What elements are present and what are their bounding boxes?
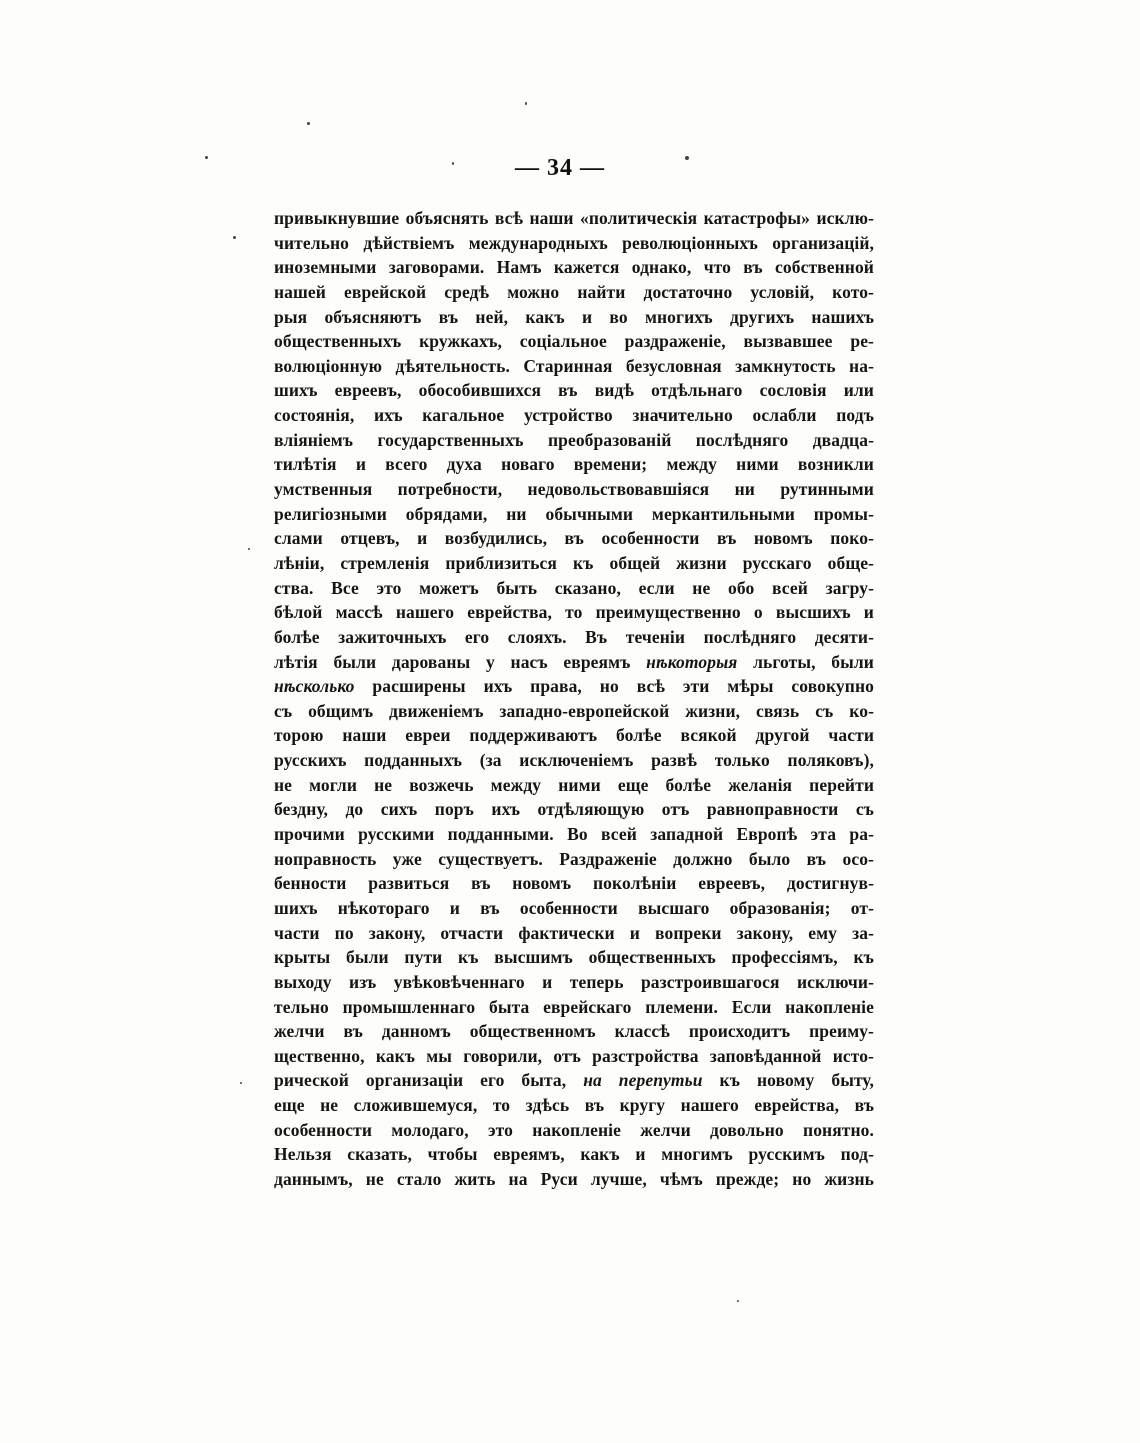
text-segment: расширены ихъ права, но всѣ эти мѣры совокупно (354, 676, 874, 697)
text-line (274, 723, 874, 748)
text-segment: шихъ евреевъ, обособившихся въ видѣ отдѣльнаго сословія или (274, 380, 874, 401)
text-segment: чительно дѣйствіемъ международныхъ революціонныхъ организацій, (274, 232, 874, 253)
text-segment: къ новому быту, (702, 1070, 874, 1091)
text-segment: льготы, были (737, 651, 874, 672)
text-segment: религіозными обрядами, ни обычными меркантильными промы- (274, 503, 874, 524)
text-line (274, 305, 874, 330)
text-line (274, 206, 874, 231)
text-segment: русскихъ подданныхъ (за исключеніемъ развѣ только поляковъ), (274, 750, 874, 771)
text-line (274, 477, 874, 502)
text-line (274, 674, 874, 699)
text-segment: прочими русскими подданными. Во всей западной Европѣ эта ра- (274, 824, 874, 845)
print-speck (307, 122, 310, 125)
text-line (274, 970, 874, 995)
text-segment: щественно, какъ мы говорили, отъ разстройства заповѣданной исто- (274, 1045, 874, 1066)
text-segment: крыты были пути къ высшимъ общественныхъ профессіямъ, къ (274, 947, 874, 968)
print-speck (685, 156, 689, 160)
text-line (274, 378, 874, 403)
print-speck (205, 156, 208, 159)
text-segment: не могли не возжечь между ними еще болѣе желанія перейти (274, 774, 874, 795)
text-line (274, 748, 874, 773)
italic-emphasis: на перепутьи (583, 1070, 703, 1091)
italic-emphasis: нѣкоторыя (646, 651, 738, 672)
text-line (274, 650, 874, 675)
text-line (274, 502, 874, 527)
text-line (274, 1167, 874, 1192)
text-line (274, 1118, 874, 1143)
text-line (274, 896, 874, 921)
text-line (274, 329, 874, 354)
text-line (274, 403, 874, 428)
text-line (274, 1019, 874, 1044)
text-segment: рыя объясняютъ въ ней, какъ и во многихъ другихъ нашихъ (274, 306, 874, 327)
text-segment: общественныхъ кружкахъ, соціальное раздраженіе, вызвавшее ре- (274, 331, 874, 352)
text-line (274, 600, 874, 625)
text-segment: бездну, до сихъ поръ ихъ отдѣляющую отъ равноправности съ (274, 799, 874, 820)
text-line (274, 354, 874, 379)
text-line (274, 255, 874, 280)
text-line (274, 1044, 874, 1069)
text-segment: тилѣтія и всего духа новаго времени; между ними возникли (274, 454, 874, 475)
text-segment: желчи въ данномъ общественномъ классѣ происходитъ преиму- (274, 1021, 874, 1042)
text-segment: иноземными заговорами. Намъ кажется однако, что въ собственной (274, 257, 874, 278)
body-text (274, 206, 874, 1192)
text-segment: умственныя потребности, недовольствовавшіяся ни рутинными (274, 479, 874, 500)
print-speck (240, 1082, 242, 1084)
print-speck (525, 102, 527, 105)
text-segment: слами отцевъ, и возбудились, въ особенности въ новомъ поко- (274, 528, 874, 549)
text-segment: рической организаціи его быта, (274, 1070, 584, 1091)
text-segment: части по закону, отчасти фактически и вопреки закону, ему за- (274, 922, 874, 943)
print-speck (452, 162, 454, 165)
text-segment: Нельзя сказать, чтобы евреямъ, какъ и многимъ русскимъ под- (274, 1144, 874, 1165)
text-segment: тельно промышленнаго быта еврейскаго племени. Если накопленіе (274, 996, 874, 1017)
text-line (274, 1093, 874, 1118)
text-segment: болѣе зажиточныхъ его слояхъ. Въ теченіи послѣдняго десяти- (274, 626, 874, 647)
text-segment: ноправность уже существуетъ. Раздраженіе должно было въ осо- (274, 848, 874, 869)
text-segment: вліяніемъ государственныхъ преобразованій послѣдняго двадца- (274, 429, 874, 450)
text-segment: торою наши евреи поддерживаютъ болѣе всякой другой части (274, 725, 874, 746)
text-line (274, 773, 874, 798)
text-segment: шихъ нѣкотораго и въ особенности высшаго образованія; от- (274, 897, 874, 918)
text-line (274, 280, 874, 305)
text-line (274, 699, 874, 724)
text-segment: выходу изъ увѣковѣченнаго и теперь разстроившагося исключи- (274, 971, 874, 992)
page-number: — 34 — (515, 155, 605, 181)
print-speck (737, 1300, 739, 1302)
text-segment: бѣлой массѣ нашего еврейства, то преимущественно о высшихъ и (274, 602, 874, 623)
text-line (274, 576, 874, 601)
text-line (274, 995, 874, 1020)
text-line (274, 921, 874, 946)
text-segment: особенности молодаго, это накопленіе желчи довольно понятно. (274, 1119, 874, 1140)
text-line (274, 231, 874, 256)
text-segment: лѣніи, стремленія приблизиться къ общей жизни русскаго обще- (274, 552, 874, 573)
text-segment: нашей еврейской средѣ можно найти достаточно условій, кото- (274, 281, 874, 302)
italic-emphasis: нѣсколько (274, 676, 355, 697)
text-segment: лѣтія были дарованы у насъ евреямъ (274, 651, 647, 672)
text-line (274, 822, 874, 847)
text-line (274, 526, 874, 551)
text-segment: ства. Все это можетъ быть сказано, если не обо всей загру- (274, 577, 874, 598)
text-segment: привыкнувшие объяснять всѣ наши «политическія катастрофы» исклю- (274, 208, 874, 228)
text-line (274, 871, 874, 896)
text-segment: даннымъ, не стало жить на Руси лучше, чѣмъ прежде; но жизнь (274, 1168, 874, 1189)
text-line (274, 428, 874, 453)
text-line (274, 551, 874, 576)
text-segment: съ общимъ движеніемъ западно-европейской жизни, связь съ ко- (274, 700, 874, 721)
print-speck (248, 548, 250, 550)
text-line (274, 625, 874, 650)
text-line (274, 1142, 874, 1167)
text-line (274, 847, 874, 872)
text-segment: еще не сложившемуся, то здѣсь въ кругу нашего еврейства, въ (274, 1095, 874, 1116)
text-segment: состоянія, ихъ кагальное устройство значительно ослабли подъ (274, 405, 874, 426)
text-line (274, 452, 874, 477)
print-speck (233, 236, 236, 239)
text-line (274, 797, 874, 822)
text-line (274, 1068, 874, 1093)
text-segment: бенности развиться въ новомъ поколѣніи евреевъ, достигнув- (274, 873, 874, 894)
text-segment: волюціонную дѣятельность. Старинная безусловная замкнутость на- (274, 355, 874, 376)
text-line (274, 945, 874, 970)
